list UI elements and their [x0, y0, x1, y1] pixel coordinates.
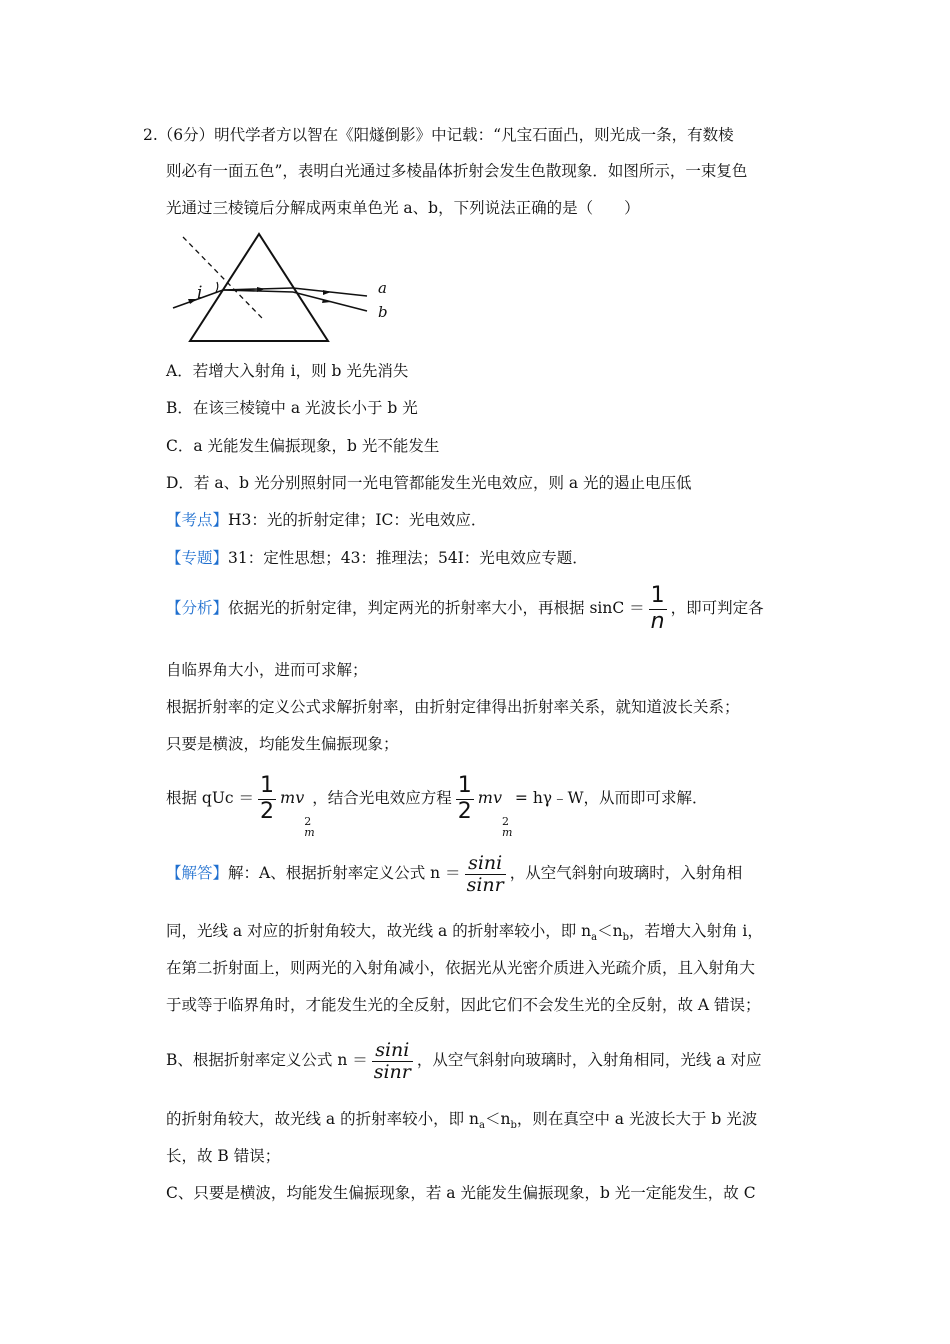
kinetic-energy-term-1 — [280, 770, 315, 839]
option-d: D．若 a、b 光分别照射同一光电管都能发生光电效应，则 a 光的遏止电压低 — [166, 474, 692, 492]
prism-figure — [165, 230, 395, 345]
sup-2: 2 — [304, 815, 312, 828]
jieda-b-line-2-b: ，则在真空中 a 光波长大于 b 光波 — [516, 1110, 758, 1128]
fenxi-line-4: 只要是横波，均能发生偏振现象； — [166, 735, 399, 753]
mv-text: mv — [280, 788, 305, 807]
option-a: A．若增大入射角 i，则 b 光先消失 — [166, 362, 409, 380]
sub-b: b — [622, 932, 629, 944]
kaodian-text: H3：光的折射定律；IC：光电效应． — [228, 511, 487, 529]
fraction-half-2 — [456, 774, 474, 823]
jieda-tag: 【解答】 — [166, 864, 229, 882]
label-a: a — [378, 279, 387, 297]
option-b: B．在该三棱镜中 a 光波长小于 b 光 — [166, 399, 418, 417]
fraction-sini-sinr — [465, 853, 506, 896]
fenxi-text-1: 依据光的折射定律，判定两光的折射率大小，再根据 sinC ＝ — [228, 599, 645, 617]
sinr-denominator: sinr — [466, 873, 504, 896]
jieda-line-2-a: 同，光线 a 对应的折射角较大，故光线 a 的折射率较小，即 n — [166, 922, 592, 940]
jieda-b-line-2 — [166, 1108, 757, 1137]
zhuanti-tag: 【专题】 — [166, 549, 229, 567]
fenxi-line-5-a: 根据 qUc ＝ — [166, 789, 255, 807]
jieda-line-2-b: ，若增大入射角 i， — [628, 922, 763, 940]
fenxi-tag: 【分析】 — [166, 599, 229, 617]
question-line-3: 光通过三棱镜后分解成两束单色光 a、b，下列说法正确的是（ ） — [166, 199, 640, 217]
label-b: b — [378, 303, 388, 321]
label-i: i — [197, 283, 203, 303]
sub-b-2: b — [510, 1120, 517, 1132]
sup-2-b: 2 — [501, 815, 509, 828]
sini-numerator-2: sini — [372, 1040, 413, 1062]
fenxi-line-5-c: = hγ﹣W，从而即可求解． — [509, 789, 708, 807]
zhuanti-line — [166, 547, 588, 569]
jieda-c-line-1: C、只要是横波，均能发生偏振现象，若 a 光能发生偏振现象，b 光一定能发生，故 C — [166, 1184, 756, 1202]
sub-m: m — [304, 826, 315, 839]
fenxi-text-2: ，即可判定各 — [670, 599, 764, 617]
sub-a-2: a — [479, 1120, 485, 1132]
zhuanti-text: 31：定性思想；43：推理法；54I：光电效应专题． — [228, 549, 588, 567]
fraction-1-over-n — [649, 584, 667, 633]
jieda-b-line-2-a: 的折射角较大，故光线 a 的折射率较小，即 n — [166, 1110, 480, 1128]
fenxi-line-5 — [166, 770, 708, 839]
half-denominator: 2 — [260, 798, 275, 824]
kaodian-line — [166, 509, 486, 531]
half-numerator: 1 — [260, 773, 275, 799]
jieda-text-2: ，从空气斜射向玻璃时，入射角相 — [509, 864, 743, 882]
incident-arrow — [188, 299, 197, 304]
question-line-1: 2.（6分）明代学者方以智在《阳燧倒影》中记载：“凡宝石面凸，则光成一条，有数棱 — [143, 126, 734, 144]
jieda-line-2 — [166, 920, 763, 949]
sini-numerator: sini — [465, 853, 506, 875]
jieda-line-3: 在第二折射面上，则两光的入射角减小，依据光从光密介质进入光疏介质，且入射角大 — [166, 959, 756, 977]
fenxi-line-2: 自临界角大小，进而可求解； — [166, 661, 368, 679]
jieda-b-line-3: 长，故 B 错误； — [166, 1147, 281, 1165]
fraction-denominator: n — [650, 608, 665, 634]
jieda-b-text-1: B、根据折射率定义公式 n ＝ — [166, 1051, 368, 1069]
sub-a: a — [591, 932, 598, 944]
sinr-denominator-2: sinr — [373, 1060, 411, 1083]
question-line-2: 则必有一面五色”，表明白光通过多棱晶体折射会发生色散现象．如图所示，一束复色 — [166, 162, 748, 180]
mv-text-2: mv — [477, 788, 502, 807]
jieda-b-line-1 — [166, 1032, 762, 1088]
fraction-numerator: 1 — [650, 583, 665, 609]
jieda-line-4: 于或等于临界角时，才能发生光的全反射，因此它们不会发生光的全反射，故 A 错误； — [166, 996, 761, 1014]
less-than-nb-2: ＜n — [484, 1110, 511, 1128]
fenxi-line-1 — [166, 582, 764, 634]
fenxi-line-3: 根据折射率的定义公式求解折射率，由折射定律得出折射率关系，就知道波长关系； — [166, 698, 740, 716]
half-denominator-2: 2 — [457, 798, 472, 824]
fraction-half-1 — [258, 774, 276, 823]
kinetic-energy-term-2 — [477, 770, 513, 839]
fraction-sini-sinr-2 — [372, 1040, 413, 1083]
jieda-line-1 — [166, 845, 742, 901]
jieda-text-1: 解：A、根据折射率定义公式 n ＝ — [228, 864, 461, 882]
sub-m-b: m — [501, 826, 513, 839]
kaodian-tag: 【考点】 — [166, 511, 229, 529]
fenxi-line-5-b: ，结合光电效应方程 — [312, 789, 452, 807]
half-numerator-2: 1 — [457, 773, 472, 799]
less-than-nb: ＜n — [597, 922, 623, 940]
jieda-b-text-2: ，从空气斜射向玻璃时，入射角相同，光线 a 对应 — [416, 1051, 762, 1069]
option-c: C．a 光能发生偏振现象，b 光不能发生 — [166, 437, 440, 455]
angle-arc — [216, 282, 218, 292]
